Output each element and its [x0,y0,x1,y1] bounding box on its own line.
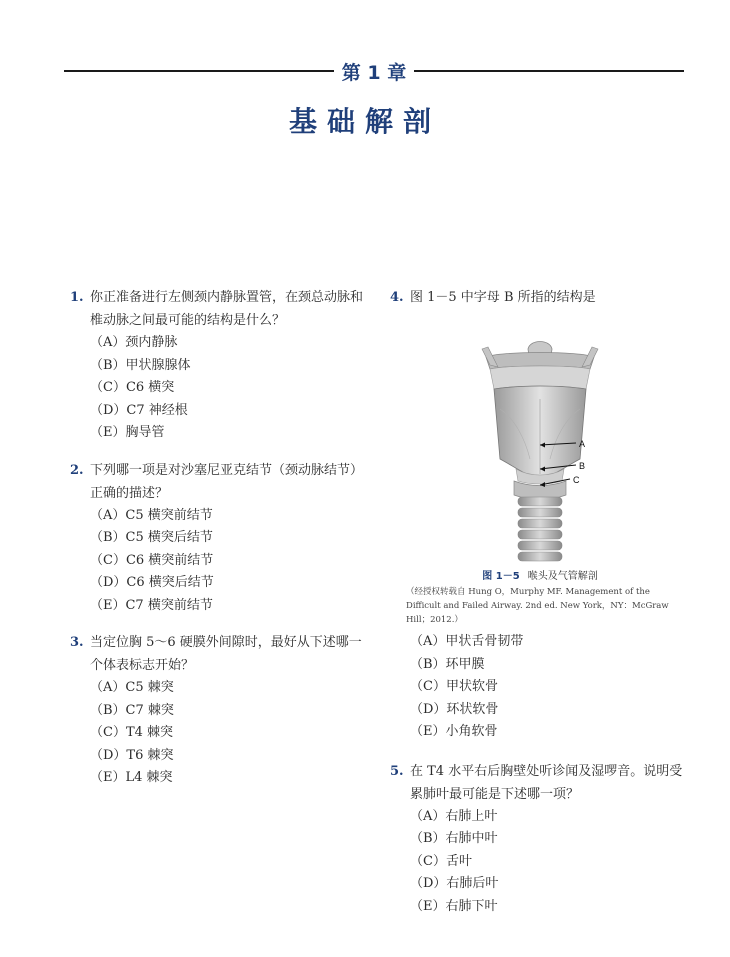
option-a: （A）C5 横突前结节 [90,507,213,523]
question-1 [70,286,370,445]
question-number: 2. [70,462,84,478]
option-e: （E）小角软骨 [410,724,498,739]
figure-caption [390,567,690,582]
header-rule-left [64,70,334,72]
question-text: 在 T4 水平右后胸壁处听诊闻及湿啰音。说明受累肺叶最可能是下述哪一项？ [410,763,683,802]
option-b: （B）C5 横突后结节 [90,530,213,545]
question-2 [70,459,370,618]
chapter-title: 基础解剖 [288,105,441,138]
option-d: （D）右肺后叶 [410,876,499,891]
option-c: （C）T4 棘突 [90,725,174,740]
larynx-trachea-illustration [390,309,690,567]
question-number: 3. [70,635,84,650]
question-text: 图 1－5 中字母 B 所指的结构是 [410,290,596,305]
label-a: A [579,439,586,449]
figure-title: 喉头及气管解剖 [527,571,598,582]
option-e: （E）右肺下叶 [410,898,498,914]
label-b: B [579,461,586,471]
option-e: （E）L4 棘突 [90,770,173,785]
option-b: （B）甲状腺腺体 [90,357,191,373]
option-b: （B）C7 棘突 [90,702,174,718]
question-number: 1. [70,290,84,305]
option-e: （E）C7 横突前结节 [90,597,213,613]
figure-1-5 [390,309,690,629]
option-a: （A）右肺上叶 [410,808,498,824]
option-d: （D）C6 横突后结节 [90,575,214,590]
question-4-options [390,631,690,744]
option-c: （C）C6 横突 [90,380,175,395]
question-4 [390,286,690,309]
option-c: （C）舌叶 [410,853,472,869]
option-c: （C）甲状软骨 [410,679,498,694]
header-rule-right [414,70,684,72]
option-b: （B）右肺中叶 [410,831,498,846]
option-d: （D）C7 神经根 [90,402,188,418]
question-text: 下列哪一项是对沙塞尼亚克结节（颈动脉结节）正确的描述？ [90,462,364,501]
option-c: （C）C6 横突前结节 [90,552,214,568]
option-d: （D）环状软骨 [410,701,499,717]
question-3 [70,631,370,790]
question-number: 5. [390,763,404,779]
option-e: （E）胸导管 [90,425,165,440]
option-d: （D）T6 棘突 [90,747,174,763]
chapter-header [64,58,684,84]
option-a: （A）C5 棘突 [90,680,174,695]
left-column [70,286,370,804]
question-number: 4. [390,290,404,305]
figure-number: 图 1－5 [482,571,520,582]
option-a: （A）甲状舌骨韧带 [410,634,524,649]
question-5 [390,760,690,919]
right-column [390,286,690,932]
chapter-label: 第 1 章 [341,62,407,84]
label-c: C [573,475,580,485]
question-text: 你正准备进行左侧颈内静脉置管，在颈总动脉和椎动脉之间最可能的结构是什么？ [90,290,364,328]
trachea-rings [518,497,562,561]
figure-credit: （经授权转载自 Hung O，Murphy MF. Management of the Difficult and Failed Airway. 2nd ed. New York，NY：McGraw Hill；2012.） [406,587,669,625]
option-a: （A）颈内静脉 [90,335,178,350]
option-b: （B）环甲膜 [410,656,485,672]
question-text: 当定位胸 5～6 硬膜外间隙时，最好从下述哪一个体表标志开始？ [90,635,362,673]
